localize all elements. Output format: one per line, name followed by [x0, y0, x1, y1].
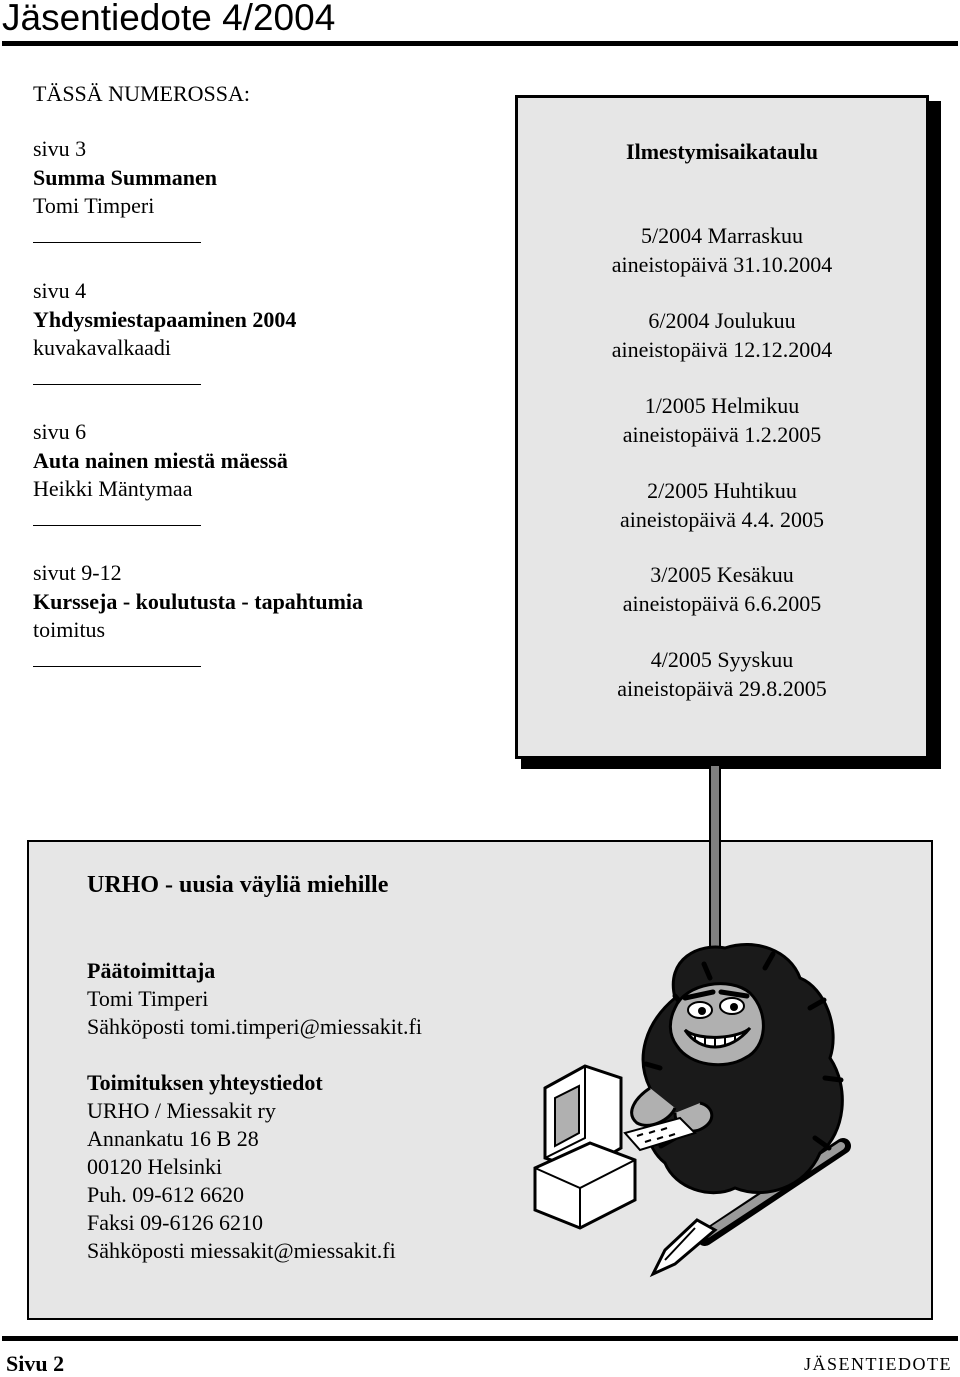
- header-rule: [2, 41, 958, 46]
- toc-article-title: Kursseja - koulutusta - tapahtumia: [33, 588, 364, 614]
- schedule-deadline: aineistopäivä 12.12.2004: [611, 336, 833, 362]
- schedule-issue: 4/2005 Syyskuu: [650, 647, 794, 672]
- schedule-deadline: aineistopäivä 4.4. 2005: [619, 506, 825, 532]
- schedule-item: [518, 222, 926, 279]
- schedule-deadline: aineistopäivä 29.8.2005: [617, 675, 827, 701]
- schedule-item: [518, 561, 926, 618]
- toc-separator: [33, 525, 201, 526]
- toc-separator: [33, 384, 201, 385]
- schedule-sign: [515, 95, 929, 759]
- contact-phone: Puh. 09-612 6620: [87, 1182, 245, 1207]
- toc-page: sivu 3: [33, 136, 87, 161]
- contact-label: Toimituksen yhteystiedot: [87, 1070, 323, 1095]
- contact-org: URHO / Miessakit ry: [87, 1098, 276, 1123]
- toc-article-title: Auta nainen miestä mäessä: [33, 447, 288, 473]
- schedule-item: [518, 646, 926, 703]
- schedule-title: Ilmestymisaikataulu: [626, 139, 818, 164]
- schedule-item: [518, 392, 926, 449]
- contact-street: Annankatu 16 B 28: [87, 1126, 259, 1151]
- schedule-issue: 3/2005 Kesäkuu: [650, 562, 794, 587]
- toc-author: toimitus: [33, 617, 106, 642]
- page-number: Sivu 2: [6, 1351, 65, 1376]
- caveman-computer-illustration: [525, 938, 885, 1278]
- footer-rule: [2, 1336, 958, 1341]
- newsletter-title: Jäsentiedote 4/2004: [2, 0, 336, 38]
- editor-block: [87, 957, 422, 1041]
- toc-entry: [33, 277, 473, 363]
- schedule-item: [518, 307, 926, 364]
- schedule-issue: 5/2004 Marraskuu: [641, 223, 803, 248]
- schedule-deadline: aineistopäivä 6.6.2005: [622, 590, 822, 616]
- schedule-issue: 1/2005 Helmikuu: [644, 393, 800, 418]
- toc-entry: [33, 418, 473, 504]
- toc-page: sivu 6: [33, 419, 87, 444]
- toc-author: Tomi Timperi: [33, 193, 155, 218]
- contact-block: [87, 1069, 396, 1265]
- toc-article-title: Yhdysmiestapaaminen 2004: [33, 306, 297, 332]
- toc-entry: [33, 559, 473, 645]
- schedule-issue: 2/2005 Huhtikuu: [647, 478, 797, 503]
- schedule-deadline: aineistopäivä 1.2.2005: [622, 421, 822, 447]
- publication-name: JÄSENTIEDOTE: [804, 1354, 952, 1374]
- toc-author: kuvakavalkaadi: [33, 335, 172, 360]
- editor-label: Päätoimittaja: [87, 958, 216, 983]
- editor-name: Tomi Timperi: [87, 986, 209, 1011]
- toc-author: Heikki Mäntymaa: [33, 476, 193, 501]
- toc-separator: [33, 666, 201, 667]
- caveman-icon: [632, 945, 843, 1193]
- toc-entry: [33, 135, 473, 221]
- schedule-item: [518, 477, 926, 534]
- schedule-deadline: aineistopäivä 31.10.2004: [611, 251, 833, 277]
- toc-article-title: Summa Summanen: [33, 164, 217, 190]
- toc-separator: [33, 242, 201, 243]
- contact-email: Sähköposti miessakit@miessakit.fi: [87, 1238, 396, 1263]
- toc-page: sivu 4: [33, 278, 87, 303]
- toc-page: sivut 9-12: [33, 560, 122, 585]
- contact-city: 00120 Helsinki: [87, 1154, 223, 1179]
- masthead-title: URHO - uusia väyliä miehille: [87, 872, 389, 898]
- contact-fax: Faksi 09-6126 6210: [87, 1210, 263, 1235]
- toc-heading: TÄSSÄ NUMEROSSA:: [33, 81, 250, 106]
- editor-email: Sähköposti tomi.timperi@miessakit.fi: [87, 1014, 422, 1039]
- schedule-issue: 6/2004 Joulukuu: [648, 308, 796, 333]
